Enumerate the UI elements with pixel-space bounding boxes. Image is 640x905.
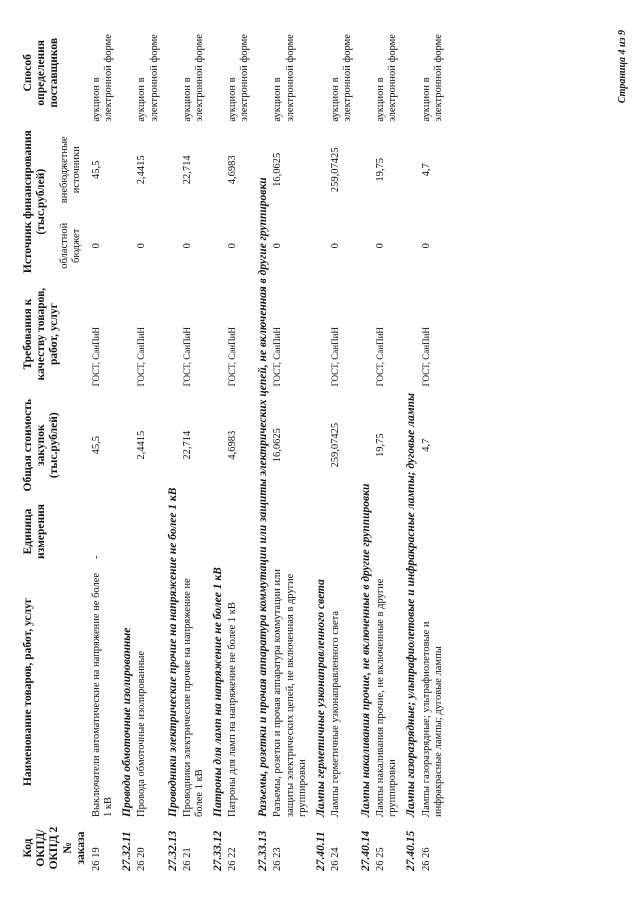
item-funding-regional: 0: [272, 243, 284, 249]
group-header-row: [207, 20, 226, 875]
group-code: 27.33.12: [211, 830, 224, 871]
group-code: 27.33.13: [257, 830, 270, 871]
page-number: Страница 4 из 9: [617, 30, 628, 104]
item-unit: [226, 500, 252, 563]
item-name: Лампы газоразрядные; ультрафиолетовые и инфракрасные лампы; дуговые лампы: [420, 621, 444, 817]
item-funding-regional: 0: [375, 243, 387, 249]
item-requirements: ГОСТ, СанПиН: [420, 327, 431, 387]
table-row: [90, 20, 116, 875]
group-title: Провода обмоточные изолированные: [121, 627, 134, 817]
item-method: аукцион в электронной форме: [375, 34, 399, 122]
item-method: аукцион в электронной форме: [91, 34, 115, 122]
item-code: 26 21: [181, 847, 193, 871]
item-code: 26 23: [272, 847, 284, 871]
group-header-row: [355, 20, 374, 875]
group-title: Патроны для ламп на напряжение не более 1 кВ: [211, 567, 224, 817]
header-requirements: Требования к качеству товаров, работ, услуг: [22, 287, 61, 381]
item-funding-offbudget: 16,0625: [272, 152, 284, 187]
table-body: [90, 20, 446, 875]
item-cost: 259,07425: [329, 422, 341, 468]
item-cost: 16,0625: [272, 428, 284, 463]
group-code: 27.32.11: [121, 831, 134, 871]
group-code: 27.40.15: [405, 830, 418, 871]
item-requirements: ГОСТ, СанПиН: [329, 327, 340, 387]
item-unit: -: [91, 555, 103, 559]
table-row: [181, 20, 207, 875]
header-method: Способ определения поставщиков: [22, 37, 61, 108]
item-unit: [374, 500, 400, 563]
group-header-row: [116, 20, 135, 875]
group-title: Разъемы, розетки и прочая аппаратура коммутации или защиты электрических цепей, не включенная в другие группировки: [257, 177, 270, 817]
item-funding-offbudget: 4,6983: [227, 155, 239, 185]
item-requirements: ГОСТ, СанПиН: [272, 327, 283, 387]
table-row: [374, 20, 400, 875]
item-method: аукцион в электронной форме: [181, 34, 205, 122]
item-cost: 4,7: [420, 438, 432, 452]
item-unit: [329, 500, 355, 563]
item-code: 26 24: [329, 847, 341, 871]
item-code: 26 20: [136, 847, 148, 871]
item-code: 26 19: [91, 847, 103, 871]
item-unit: [181, 500, 207, 563]
item-name: Выключатели автоматические на напряжение не более 1 кВ: [91, 572, 115, 817]
item-cost: 4,6983: [227, 430, 239, 460]
group-header-row: [400, 20, 419, 875]
item-name: Разъемы, розетки и прочая аппаратура коммутации или защиты электрических цепей, не включенная в другие группировки: [272, 568, 308, 817]
item-requirements: ГОСТ, СанПиН: [136, 327, 147, 387]
item-cost: 45,5: [91, 436, 103, 455]
item-funding-regional: 0: [181, 243, 193, 249]
table-row: [135, 20, 161, 875]
item-funding-regional: 0: [420, 243, 432, 249]
item-unit: [420, 500, 446, 563]
header-code: Код ОКПД/ ОКПД 2 № заказа: [22, 826, 87, 870]
item-name: Лампы накаливания прочие, не включенные в другие группировки: [375, 578, 399, 817]
table-row: [271, 20, 309, 875]
item-method: аукцион в электронной форме: [136, 34, 160, 122]
header-name: Наименование товаров, работ, услуг: [22, 597, 34, 787]
item-code: 26 26: [420, 847, 432, 871]
item-funding-regional: 0: [91, 243, 103, 249]
item-funding-offbudget: 259,07425: [329, 147, 341, 193]
item-funding-offbudget: 45,5: [91, 160, 103, 179]
item-cost: 22,714: [181, 430, 193, 460]
group-code: 27.32.13: [166, 830, 179, 871]
header-unit: Единица измерения: [22, 504, 48, 559]
item-funding-offbudget: 19,75: [375, 157, 387, 182]
item-funding-regional: 0: [329, 243, 341, 249]
group-code: 27.40.14: [360, 830, 372, 871]
item-funding-regional: 0: [227, 243, 239, 249]
group-title: Проводники электрические прочие на напряжение не более 1 кВ: [166, 487, 179, 817]
item-cost: 2,4415: [136, 430, 148, 460]
item-method: аукцион в электронной форме: [227, 34, 251, 122]
item-funding-regional: 0: [136, 243, 148, 249]
header-funding-offbudget: внебюджетные источники: [59, 136, 83, 204]
table-row: [329, 20, 355, 875]
header-funding-regional: областной бюджет: [59, 222, 83, 269]
group-header-row: [252, 20, 271, 875]
group-code: 27.40.11: [314, 831, 327, 871]
item-code: 26 25: [375, 847, 387, 871]
item-funding-offbudget: 4,7: [420, 163, 432, 177]
header-cost: Общая стоимость закупок (тыс.рублей): [22, 398, 61, 492]
item-requirements: ГОСТ, СанПиН: [375, 327, 386, 387]
header-funding: Источник финансирования (тыс.рублей): [22, 130, 48, 274]
item-name: Проводники электрические прочие на напряжение не более 1 кВ: [181, 578, 205, 817]
item-funding-offbudget: 2,4415: [136, 155, 148, 185]
item-method: аукцион в электронной форме: [329, 34, 353, 122]
group-title: Лампы газоразрядные; ультрафиолетовые и инфракрасные лампы; дуговые лампы: [405, 392, 418, 817]
item-method: аукцион в электронной форме: [420, 34, 444, 122]
item-cost: 19,75: [375, 433, 387, 458]
group-title: Лампы герметичные узконаправленного света: [314, 579, 327, 817]
item-unit: [271, 500, 309, 563]
item-name: Патроны для ламп на напряжение не более 1 кВ: [227, 602, 239, 817]
item-name: Лампы герметичные узконаправленного света: [329, 610, 341, 817]
item-requirements: ГОСТ, СанПиН: [181, 327, 192, 387]
item-funding-offbudget: 22,714: [181, 155, 193, 185]
item-code: 26 22: [227, 847, 239, 871]
item-requirements: ГОСТ, СанПиН: [91, 327, 102, 387]
item-method: аукцион в электронной форме: [272, 34, 296, 122]
table-header-row: [20, 20, 55, 875]
procurement-table: [20, 20, 446, 875]
item-name: Провода обмоточные изолированные: [136, 650, 148, 817]
table-row: [226, 20, 252, 875]
item-requirements: ГОСТ, СанПиН: [227, 327, 238, 387]
group-header-row: [162, 20, 181, 875]
group-header-row: [310, 20, 329, 875]
item-unit: [135, 500, 161, 563]
table-row: [420, 20, 446, 875]
group-title: Лампы накаливания прочие, не включенные в другие группировки: [360, 483, 372, 817]
